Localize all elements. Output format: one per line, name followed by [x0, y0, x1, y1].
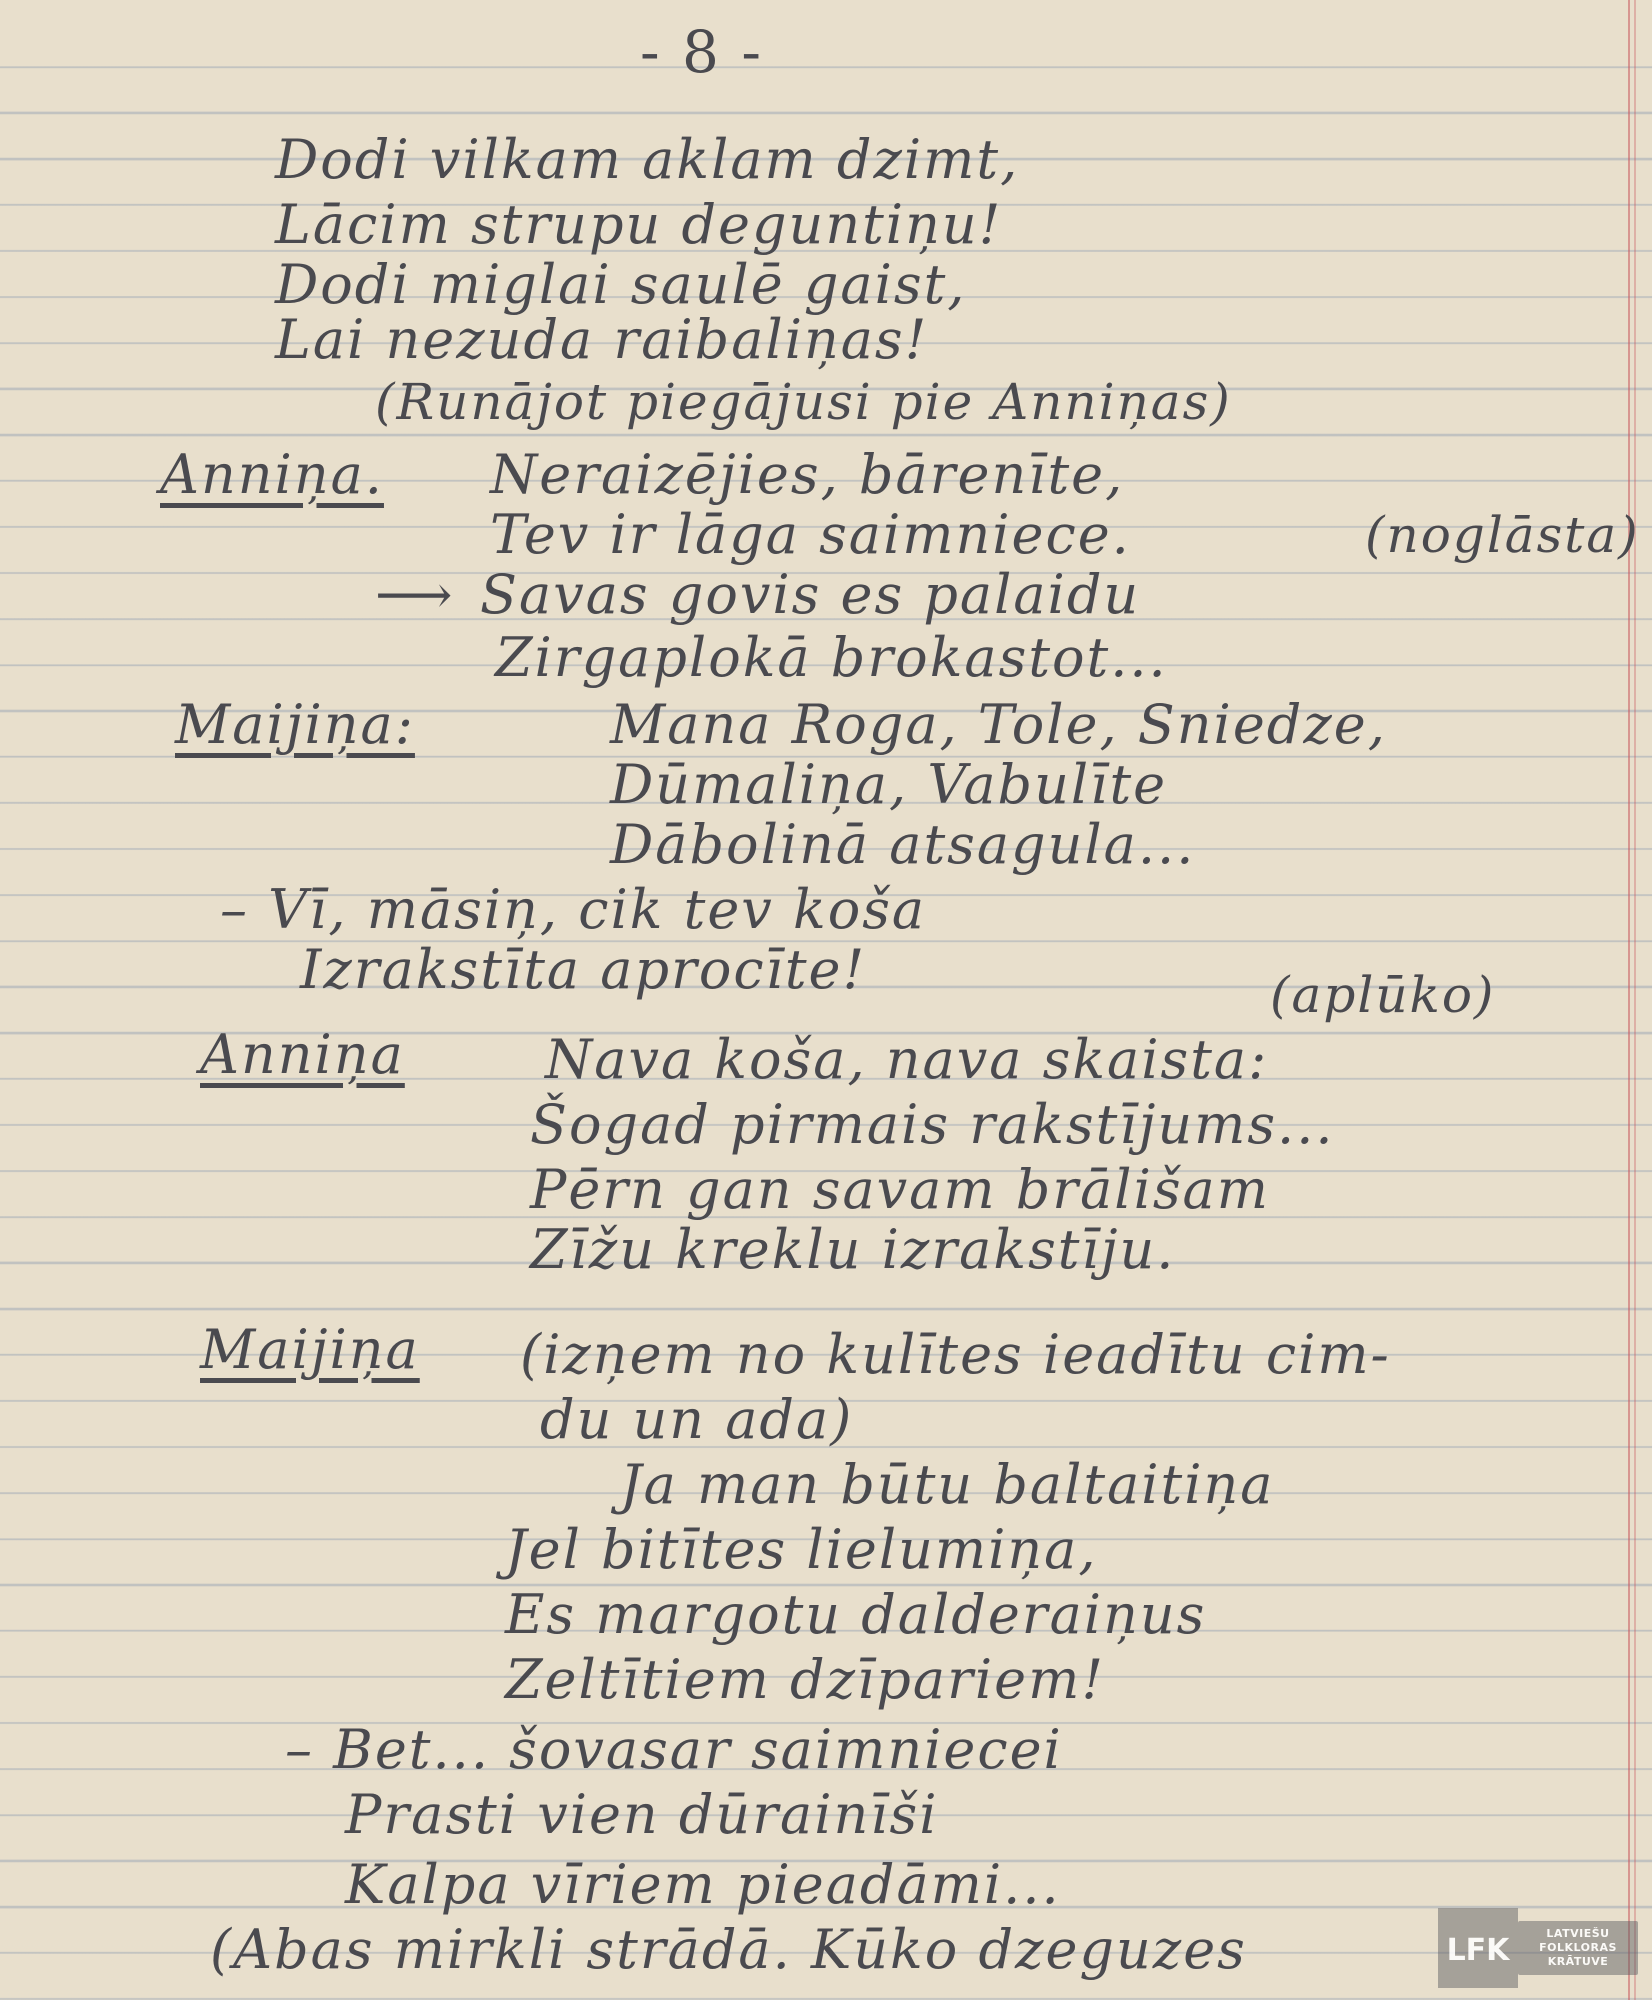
- verse-line: Lai nezuda raibaliņas!: [275, 308, 929, 371]
- archive-logo: [1438, 1904, 1638, 1992]
- page-number: - 8 -: [640, 18, 763, 86]
- speaker-name: Maijiņa:: [175, 693, 415, 756]
- arrow-icon: ⟶: [375, 563, 455, 626]
- lfk-logo-icon: [1438, 1908, 1518, 1988]
- margin-rule-second: [1634, 0, 1636, 2000]
- verse-line: – Vī, māsiņ, cik tev koša: [220, 878, 927, 941]
- verse-line: Pērn gan savam brālišam: [530, 1158, 1270, 1221]
- verse-line: Nava koša, nava skaista:: [545, 1028, 1269, 1091]
- verse-line: Savas govis es palaidu: [480, 563, 1141, 626]
- verse-line: Izrakstīta aprocīte!: [300, 938, 867, 1001]
- verse-line: Zirgaplokā brokastot...: [495, 626, 1168, 689]
- margin-rule: [1628, 0, 1630, 2000]
- speaker-name: Anniņa.: [160, 443, 384, 506]
- logo-text: LATVIEŠU FOLKLORAS KRĀTUVE: [1518, 1921, 1638, 1975]
- verse-line: Tev ir lāga saimniece.: [490, 503, 1131, 566]
- verse-line: Zeltītiem dzīpariem!: [505, 1648, 1106, 1711]
- stage-direction: (izņem no kulītes ieadītu cim-: [520, 1323, 1391, 1386]
- stage-direction: du un ada): [540, 1388, 854, 1451]
- verse-line: Mana Roga, Tole, Sniedze,: [610, 693, 1387, 756]
- verse-line: Lācim strupu deguntiņu!: [275, 193, 1003, 256]
- stage-direction: (noglāsta): [1365, 506, 1640, 564]
- verse-line: Kalpa vīriem pieadāmi...: [345, 1853, 1061, 1916]
- verse-line: Dūmaliņa, Vabulīte: [610, 753, 1168, 816]
- verse-line: Šogad pirmais rakstījums...: [530, 1093, 1335, 1156]
- verse-line: – Bet... šovasar saimniecei: [285, 1718, 1063, 1781]
- stage-direction: (Runājot piegājusi pie Anniņas): [375, 373, 1232, 431]
- verse-line: Jel bitītes lielumiņa,: [505, 1518, 1098, 1581]
- verse-line: Es margotu dalderaiņus: [505, 1583, 1207, 1646]
- verse-line: Zīžu kreklu izrakstīju.: [530, 1218, 1176, 1281]
- verse-line: Neraizējies, bārenīte,: [490, 443, 1125, 506]
- stage-direction: (Abas mirkli strādā. Kūko dzeguzes: [210, 1918, 1247, 1981]
- verse-line: Ja man būtu baltaitiņa: [620, 1453, 1275, 1516]
- verse-line: Prasti vien dūrainīši: [345, 1783, 939, 1846]
- verse-line: Dābolinā atsagula...: [610, 813, 1196, 876]
- stage-direction: (aplūko): [1270, 966, 1496, 1024]
- verse-line: Dodi miglai saulē gaist,: [275, 253, 967, 316]
- logo-mark-text: LFK: [1446, 1933, 1510, 1968]
- speaker-name: Maijiņa: [200, 1318, 420, 1381]
- verse-line: Dodi vilkam aklam dzimt,: [275, 128, 1020, 191]
- speaker-name: Anniņa: [200, 1023, 405, 1086]
